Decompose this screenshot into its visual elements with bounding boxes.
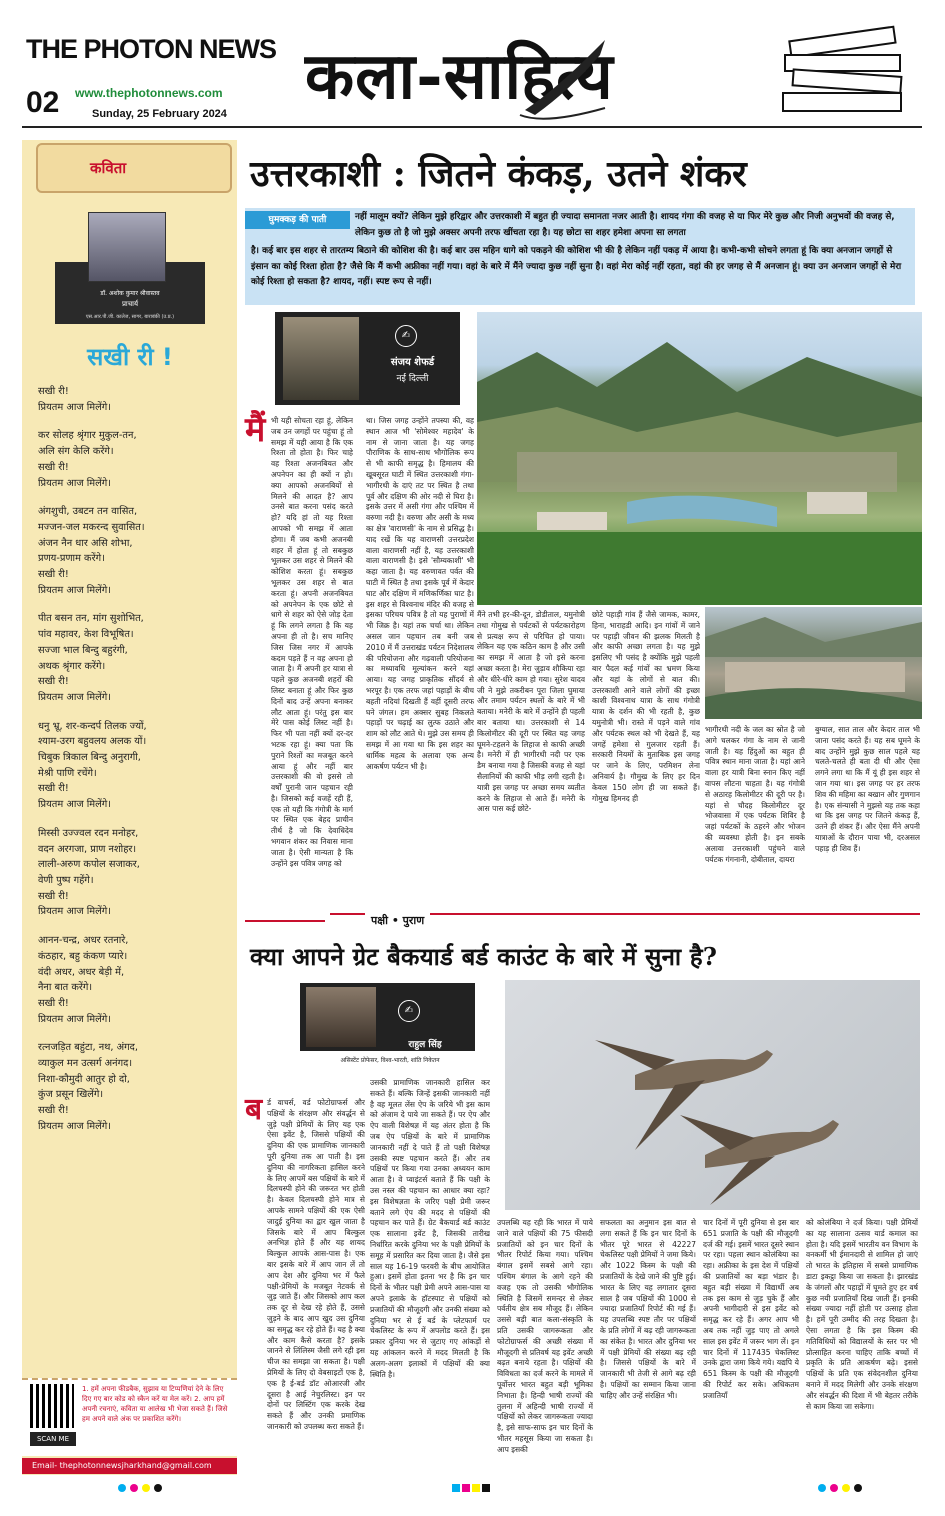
town-aerial-photo xyxy=(705,607,922,719)
article-column: छोटे पहाड़ी गांव हैं जैसे जामक, कामर, हिना, भाराहडी आदि। इन गांवों में जाने पर पहाड़ी जीवन की झलक मिलती है और काफी अच्छा लगता है। यह मुझे इसलिए भी पसंद है क्योंकि मुझे पहली बार पैदल कई गांवों का भ्रमण किया और यहां के लोगों से बात की। उत्तरकाशी आने वाले लोगों की इच्छा काशी विश्वनाथ यात्रा के साथ गंगोत्री यात्रा के दर्शन की भी रहती है, कुछ यमुनोत्री भी। रास्ते में पड़ने वाले गांव और पर्यटक स्थल को भी देखते हैं, यह जगहें हमेशा से गुलजार रहती हैं। सरकारी नियमों के मुताबिक इस जगह पर जाने के लिए, परमिशन लेना अनिवार्य है। गौमुख के लिए हर दिन केवल 150 लोग ही जा सकते हैं। गोमुख हिमनद ही xyxy=(592,610,700,803)
author-role: असिस्टेंट प्रोफेसर, विश्व-भारती, शांति निकेतन xyxy=(340,1057,440,1064)
article-column: था। जिस जगह उन्होंने तपस्या की, वह स्थान आज भी 'सोमेश्वर महादेव' के नाम से जाना जाता है। यह जगह पौराणिक के साथ-साथ भौगोलिक रूप से भी काफी समृद्ध है। हिमालय की खूबसूरत घाटी में स्थित उत्तरकाशी गंगा-भागीरथी के दाएं तट पर स्थित है तथा पूर्व और दक्षिण की ओर नदी से घिरा है। इसके उत्तर में असी गंगा और पश्चिम में वरुणा नदी है। वरुणा और असी के मध्य का क्षेत्र 'वाराणसी' के नाम से प्रसिद्ध है। याद रखें कि यह वाराणसी उत्तरप्रदेश वाला वाराणसी नहीं है, यह उत्तरकाशी वाला वाराणसी है। इसे 'सौम्यकाशी' भी कहा जाता है। यह वरुणावत पर्वत की घाटी में स्थित है तथा इसके पूर्व में केदार घाट और दक्षिण में मणिकर्णिका घाट है। इस शहर से विश्वनाथ मंदिर की वजह से इसका परिचय पवित्र है तो यह पुराणों में भी जिक्र है। यहां तक चर्चा था। लेकिन असल जान पहचान तब बनी जब 2010 में मैं उत्तराखंड पर्यटन निदेशालय की परियोजना और गढ़वाली परियोजना का मध्यावधि मूल्यांकन करने यहां आया। यह जगह प्राकृतिक सौंदर्य से भरपूर है। एक तरफ जहां पहाड़ों के बीच बहती नदियां दिखती हैं वहीं दूसरी तरफ घने जंगल। हम अक्सर सुबह निकलते पहाड़ों पर चढ़ाई का लुत्फ उठाते और शाम को लौट आते थे। मुझे उस समय ही समझ में आ गया था कि इस शहर का धार्मिक महत्व के अलावा एक अन्य आकर्षण पर्यटन भी है। xyxy=(366,416,474,771)
issue-date: Sunday, 25 February 2024 xyxy=(92,108,227,120)
uttarkashi-valley-photo xyxy=(477,312,922,605)
poem-body xyxy=(38,384,228,1148)
bird-headline: क्या आपने ग्रेट बैकयार्ड बर्ड काउंट के बारे में सुना है? xyxy=(250,942,718,971)
poem-line: रत्नजड़ित बहुंटा, नथ, अंगद, xyxy=(38,1042,138,1054)
author-photo xyxy=(306,987,376,1047)
author-city: नई दिल्ली xyxy=(396,374,429,384)
poem-line: अंगशुची, उबटन तन वासित, xyxy=(38,506,138,518)
article-column: मैंने तभी हर-की-दून, डोडीताल, यमुनोत्री तथा गोमुख से पर्यटकों से पर्यटकारोहण से प्रत्यक्ष रूप से परिचित हो पाया। लेकिन यह एक कठिन काम है और उसी का समझ में आता है जो इसे करना अच्छा करता है। मेरा जुड़ाव शौकिया रहा और धीरे-धीरे काम हो गया। सुरेश यादव जी ने मुझे तकरीबन पूरा जिला घुमाया और तमाम पर्यटन स्थलों के बारे में भी बताया। मनेरी के बारे में उन्होंने ही पहली बार बताया था। उत्तरकाशी से 14 किलोमीटर की दूरी पर स्थित यह जगह घूमने-टहलने के लिहाज से काफी अच्छी है। मनेरी में ही भागीरथी नदी पर एक डैम बनाया गया है जिसकी वजह से यहां सैलानियों की काफी भीड़ लगी रहती है। यात्री इस जगह पर अच्छा समय व्यतीत करने के लिहाज से आते हैं। मनेरी के आस पास कई छोटे- xyxy=(477,610,585,814)
pen-icon: ✍ xyxy=(395,325,417,347)
article-column: सफलता का अनुमान इस बात से लगा सकते हैं कि इन चार दिनों के भीतर पूरे भारत से 42227 चेकलिस्ट पक्षी प्रेमियों ने जमा किये। और 1022 किस्म के पक्षी की प्रजातियों के देखे जाने की पुष्टि हुई। भारत के लिए यह लगातार दूसरा साल है जब पक्षियों की 1000 से ज्यादा प्रजातियाँ रिपोर्ट की गई हैं। यह उपलब्धि स्पष्ट तौर पर पक्षियों के प्रति लोगों में बढ़ रही जागरूकता का संकेत है। भारत और दुनिया भर में पक्षी प्रेमियों की संख्या बढ़ रही है। जिससे पक्षियों के बारे में जानकारी भी तेजी से आगे बढ़ रही है। पक्षियों का सम्मान किया जाना चाहिए और उन्हें संरक्षित भी। xyxy=(600,1218,696,1400)
poem-line: सखी री! xyxy=(38,676,69,688)
poem-line: प्रियतम आज मिलेंगे। xyxy=(38,477,112,489)
poem-line: आनन-चन्द्र, अधर रतनारे, xyxy=(38,935,129,947)
poem-line: धनु भ्रू, शर-कन्दर्प तिलक ज्यों, xyxy=(38,720,147,732)
geese-photo xyxy=(505,980,920,1210)
poem-line: सखी री! xyxy=(38,1105,69,1117)
article-column: उपलब्धि यह रही कि भारत में पाये जाने वाले पक्षियों की 75 फीसदी प्रजातियों को इन चार दिनों के भीतर रिपोर्ट किया गया। पश्चिम बंगाल इसमें सबसे आगे रहा। पश्चिम बंगाल के आगे रहने की वजह एक तो उसकी भौगोलिक स्थिति है जिसमें समन्दर से लेकर पर्वतीय क्षेत्र सब मौजूद हैं। लेकिन उससे बड़ी बात कला-संस्कृति के प्रति उसकी जागरूकता और फोटोग्राफर्स की अच्छी संख्या में मौजूदगी से प्रतिवर्ष यह इवेंट अच्छी बढ़त बनाये रहता है। पक्षियों की विविधता का दर्ज करने के मामले में पूर्वोत्तर भारत बहुत बड़ी भूमिका निभाता है। हिन्दी भाषी राज्यों की तुलना में अहिन्दी भाषी राज्यों में पक्षियों को लेकर जागरूकता ज्यादा है, इसे साफ-साफ इन चार दिनों के भीतर महसूस किया जा सकता है। आप इसकी xyxy=(497,1218,593,1454)
poem-line: सखी री! xyxy=(38,569,69,581)
article-column: को कोलंबिया ने दर्ज किया। पक्षी प्रेमियों का यह सालाना उत्सव यार्ड कमाल का होता है। यदि इसमें भारतीय वन विभाग के वनकर्मी भी ईमानदारी से शामिल हो जाएं तो भारत के इतिहास में सबसे प्रामाणिक डाटा इकट्ठा किया जा सकता है। झारखंड के जंगलों और पहाड़ों में घूमते हुए हर वर्ष कुछ नयी प्रजातियाँ दिख जाती हैं। इनकी संख्या ज्यादा नहीं होती पर उत्साह होता है। हमें पूरी उम्मीद की तरह दिखता है। ऐसा लगता है कि इस किस्म की गतिविधियों को विद्यालयों के स्तर पर भी प्रोत्साहित करना चाहिए ताकि बच्चों में प्रकृति के प्रति आकर्षण बढ़े। इससे पक्षियों के प्रति एक संवेदनशील दुनिया बनाने में मदद मिलेगी और उनके संरक्षण और संवर्द्धन की दिशा में भी बेहतर तरीके से काम किया जा सकेगा। xyxy=(806,1218,918,1411)
travel-intro-continued: है। कई बार इस शहर से तारतम्य बिठाने की कोशिश की है। कई बार उस महिन धागे को पकड़ने की कोशिश भी की है लेकिन नहीं पकड़ में आया है। कभी-कभी सोचने लगता हूं कि क्या अनजान जगहों से इंसान का कोई रिश्ता होता है? जैसे कि मैं कभी अफ्रीका नहीं गया। वहां के बारे में मैंने ज्यादा कुछ नहीं सुना है। वहां मेरा कोई नहीं रहता, वहां की हर जगह से मैं अनजान हूं। क्या उन अनजान जगहों से मेरा कोई रिश्ता हो सकता है? शायद, नहीं। स्पष्ट रूप से नहीं। xyxy=(251,246,902,288)
section-title: कला-साहित्य xyxy=(305,39,614,114)
poem-line: प्रणय-प्रणाम करेंगे। xyxy=(38,553,105,565)
poem-line: कर सोलह श्रृंगार मुकुल-तन, xyxy=(38,430,137,442)
article-column: उसकी प्रामाणिक जानकारी हासिल कर सकते हैं। बल्कि जिन्हें इसकी जानकारी नहीं है वह मूलत लेंस ऐप के जरिये भी इस काम को अंजाम दे पाये जा सकते हैं। पर ऐप और ऐप वाली विशेषज्ञ में यह अंतर होता है कि जब ऐप पक्षियों के बारे में प्रामाणिक जानकारी नहीं दे पाते हैं तो पक्षी विशेषज्ञ उसकी स्पष्ट पहचान करते हैं। और तब पक्षियों पर किया गया उनका अध्ययन काम आता है। वे प्वाइंटर्स बताते हैं कि पक्षी के उस नस्ल की पहचान का आधार क्या रहा? इस विशेषज्ञता के जरिए पक्षी प्रेमी जरूर बताने लगे ऐप की मदद से पक्षियों की पहचान कर पाते हैं। ग्रेट बैकयार्ड बर्ड काउंट एक सालाना इवेंट है, जिसकी तारीख निर्धारित करके दुनिया भर के पक्षी प्रेमियों के समूह में प्रसारित कर दिया जाता है। जैसे इस साल यह 16-19 फरवरी के बीच आयोजित हुआ। इसमें होता इतना भर है कि इन चार दिनों के भीतर पक्षी प्रेमी अपने आस-पास या अपने इलाके के हॉटस्पाट से पक्षियों को प्रजातियों की मौजूदगी और उनकी संख्या को दुनिया भर से ई बर्ड के प्लेटफार्म पर चेकलिस्ट के रूप में अपलोड करते हैं। इस प्रकार दुनिया भर से जुटाए गए आंकड़ों से यह आंकलन करने में मदद मिलती है कि अलग-अलग इलाकों में पक्षियों की क्या स्थिति है। xyxy=(370,1078,490,1379)
poem-line: प्रियतम आज मिलेंगे। xyxy=(38,1013,112,1025)
poetry-label: कविता xyxy=(90,159,127,177)
poem-line: वेणी पुष्प गहेंगे। xyxy=(38,874,94,886)
author-name: राहुल सिंह xyxy=(408,1040,442,1050)
poem-line: मेश्री पाणि रचेंगे। xyxy=(38,767,97,779)
website-url[interactable]: www.thephotonnews.com xyxy=(75,86,223,100)
poem-stanza xyxy=(38,384,228,415)
poem-line: अथक श्रृंगार करेंगे। xyxy=(38,660,106,672)
poem-line: श्याम-उरग बहुवलय अलक यों। xyxy=(38,736,147,748)
poem-line: प्रियतम आज मिलेंगे। xyxy=(38,799,112,811)
town-illustration xyxy=(705,607,922,719)
poem-line: कंठहार, बहु कंकण प्यारे। xyxy=(38,950,128,962)
fountain-pen-icon xyxy=(515,30,615,120)
poem-line: पीत बसन तन, मांग सुशोभित, xyxy=(38,613,144,625)
poem-line: कुंज प्रसून खिलेंगे। xyxy=(38,1089,104,1101)
valley-illustration xyxy=(477,312,922,605)
poem-line: वदन अरगजा, प्राण नशोहर। xyxy=(38,843,137,855)
article-column: चार दिनों में पूरी दुनिया से इस बार 651 प्रजाति के पक्षी की मौजूदगी दर्ज की गई। इसमें भारत दूसरे स्थान पर रहा। पहला स्थान कोलंबिया का रहा। अफ्रीका के इस देश में पक्षियों की प्रजातियों का बड़ा भंडार है। बहुत बड़ी संख्या में विद्यार्थी अब तक इस काम से जुड़ चुके हैं और अपनी भागीदारी से इस इवेंट को समृद्ध कर रहे हैं। अगर आप भी अब तक नहीं जुड़ पाए तो अगले साल इस इवेंट में जरूर भाग लें। इन चार दिनों में 117435 चेकलिस्ट उनके द्वारा जमा किये गये। यद्यपि ये 651 किस्म के पक्षी की मौजूदगी की रिपोर्ट कर सके। अधिकतम प्रजातियाँ xyxy=(703,1218,799,1400)
poem-line: प्रियतम आज मिलेंगे। xyxy=(38,584,112,596)
poem-line: चिबुक त्रिकाल बिन्दु अनुरागी, xyxy=(38,752,141,764)
poem-line: प्रियतम आज मिलेंगे। xyxy=(38,1120,112,1132)
poem-line: मज्जन-जल मकरन्द सुवासित। xyxy=(38,521,145,533)
poem-stanza xyxy=(38,933,228,1027)
poem-line: प्रियतम आज मिलेंगे। xyxy=(38,401,112,413)
poem-stanza xyxy=(38,826,228,920)
poem-line: अलि संग केलि करेंगे। xyxy=(38,446,114,458)
poem-line: निशा-कौमुदी आतुर हो दो, xyxy=(38,1073,130,1085)
article-column: र्ड वाचर्स, वर्ड फोटोग्राफर्स और पक्षियों के संरक्षण और संवर्द्धन से जुड़े पक्षी प्रेमियों के लिए यह एक ऐसा इवेंट है, जिससे पक्षियों की दुनिया की एक प्रामाणिक जानकारी पूरी दुनिया तक आ पाती है। इस दुनिया की नागरिकता हासिल करने के लिए आपमें बस पक्षियों के बारे में दिलचस्पी होने की जरूरत भर होती है। केवल दिलचस्पी होने मात्र से आपके सामने पक्षियों की एक ऐसी जादुई दुनिया का द्वार खुल जाता है जिसके बारे में आप बिल्कुल अनभिज्ञ होते हैं और यह शायद बिल्कुल आपके आस-पास है। एक बार इसके बारे में आप जान लें तो आप देश और दुनिया भर में फैले पक्षी-प्रेमियों के मजबूत नेटवर्क से जुड़ जाते हैं। और जिसको आप कल तक दूर से देख रहे होते हैं, उससे जुड़ने के बाद आप खुद उस दुनिया का समृद्ध कर रहे होते हैं। यह है क्या और काम कैसे करता है? इसके जानने से लिंलिस्म जैसी लगे रही इस चीज का समझा जा सकता है। पक्षी प्रेमियों के लिए दो वेबसाइटों एक है, एक है ई-बर्ड डॉट ओआरजी और दूसरा है आई नेचुरलिस्ट। इन पर दोनों पर लिस्टिंग एक करके देख सकते हैं और उनकी प्रमाणिक जानकारी को उपलब्ध करा सकते हैं। xyxy=(267,1098,365,1431)
poem-line: सखी री! xyxy=(38,997,69,1009)
poem-line: सज्जा भाल बिन्दु बहुरंगी, xyxy=(38,644,128,656)
feedback-note: 1. हमें अपना फीडबैक, सुझाव या टिप्पणियां देने के लिए दिए गए बार कोड को स्कैन करें या मेल करें। 2. आप हमें अपनी रचनाएं, कविता या आलेख भी भेजा सकते हैं। जिसे हम अपने वाले अंक पर प्रकाशित करेंगे। xyxy=(82,1385,228,1423)
poem-line: सखी री! xyxy=(38,783,69,795)
poem-line: मिस्सी उज्ज्वल रदन मनोहर, xyxy=(38,827,139,839)
poem-line: प्रियतम आज मिलेंगे। xyxy=(38,691,112,703)
poem-line: सखी री! xyxy=(38,461,69,473)
newspaper-logo: THE PHOTON NEWS xyxy=(26,34,277,64)
poet-photo xyxy=(88,212,166,282)
article-column: बुग्याल, सात ताल और केदार ताल भी जाना पसंद करते हैं। यह सब घूमने के बाद उन्होंने मुझे कुछ साल पहले यह चलते-चलते ही बता दी थी और ऐसा लगने लगा था कि मैं यूं ही इस शहर से जान गया था। इस जगह पर हर तरफ शिव की महिमा का बखान और गुणगान है। एक संन्यासी ने मुझसे यह तक कहा था कि इस जगह पर जितने कंकड़ हैं, उतने ही शंकर हैं। और ऐसा मैंने अपनी यात्राओं के दौरान पाया भी, दरअसल पहाड़ ही शिव हैं। xyxy=(815,725,920,853)
page-number: 02 xyxy=(26,86,60,119)
poem-line: सखी री! xyxy=(38,386,69,397)
poem-line: पांव महावर, केश विभूषित। xyxy=(38,629,134,641)
poem-title: सखी री ! xyxy=(87,343,173,371)
travel-headline: उत्तरकाशी : जितने कंकड़, उतने शंकर xyxy=(250,153,747,195)
section-rule xyxy=(245,920,325,922)
author-photo xyxy=(283,317,359,400)
scan-me-label: SCAN ME xyxy=(30,1432,76,1446)
print-color-bar xyxy=(22,1480,922,1500)
bird-section-label: पक्षी • पुराण xyxy=(365,913,430,928)
qr-code[interactable] xyxy=(30,1384,74,1428)
books-stack-icon xyxy=(775,25,915,125)
poem-stanza xyxy=(38,1040,228,1134)
poem-line: वंदी अधर, अधर बेड़ी में, xyxy=(38,966,125,978)
poet-address: एस.आर.पी.जी. कालेज, सागर, बाराबंकी (उ.प्र.) xyxy=(85,314,175,320)
poem-stanza xyxy=(38,428,228,491)
drop-cap: ब xyxy=(245,1092,263,1127)
travel-intro: नहीं मालूम क्यों? लेकिन मुझे हरिद्वार और उत्तरकाशी में बहुत ही ज्यादा समानता नजर आती है। शायद गंगा की वजह से या फिर मेरे कुछ और निजी अनुभवों की वजह से, लेकिन कुछ तो है जो मुझे अक्सर अपनी तरफ खींचता रहा है। यह छोटा सा शहर हमेशा अपना सा लगता xyxy=(245,208,915,305)
contact-email[interactable]: Email- thephotonnewsjharkhand@gmail.com xyxy=(22,1458,237,1474)
poem-line: नैना बात करेंगे। xyxy=(38,982,93,994)
poem-stanza xyxy=(38,611,228,705)
column-tag: घुमक्कड़ की पाती xyxy=(245,211,350,229)
article-column: भागीरथी नदी के जल का स्रोत है जो आगे चलकर गंगा के नाम से जानी जाती है। यह हिंदुओं का बहुत ही पवित्र स्थान माना जाता है। यहां आने वाला हर यात्री बिना स्नान किए नहीं वापस लौटना चाहता है। यह गंगोत्री से अठारह किलोमीटर की दूरी पर है। यहां से चौदह किलोमीटर दूर भोजवासा में एक पर्यटक शिविर है जहां पर्यटकों के ठहरने और भोजन की व्यवस्था होती है। इन सबके अलावा उत्तरकाशी पहुंचने वाले पर्यटक गंगनानी, दोबीताल, दायरा xyxy=(705,725,805,864)
scroll-banner xyxy=(36,143,232,193)
geese-illustration xyxy=(505,980,920,1210)
author-name: संजय शेफर्ड xyxy=(390,357,435,368)
article-column: भी यही सोचता रहा हूं, लेकिन जब उन जगहों पर पहुंचा हूं तो समझ में यही आया है कि एक रिश्ता तो होता है। फिर चाहे वह रिश्ता अजनबियत और अपनेपन का ही क्यों न हो। क्या आपको अजनबियों से मिलने की आदत है? आप उनसे बात करना पसंद करते हो? यदि हां तो यह रिश्ता आपको भी समझ में आता होगा। मैं जब कभी अजनबी शहर में होता हूं तो सबकुछ भूलकर उस शहर से मिलने की कोशिश करता हूं। सबकुछ भूलकर उस शहर से बात करता हूं। अपनी अजनबियत को अपनेपन के एक छोटे से धागे से शहर को ऐसे जोड़ देता हूं कि लगने लगता है कि यह अपना ही तो है। सच मानिए जिस जिस नगर में आपके कदम पड़ते हैं न वह अपना हो जाता है। मैं अपनी हर यात्रा से पहले कुछ अजनबी शहरों की लिस्ट बनाता हूं और फिर कुछ दिनों बाद उन्हें अपना बनाकर लौट आता हूं। परंतु इस बार मेरे पास कोई लिस्ट नहीं है। फिर भी पता नहीं क्यों दर-दर भटक रहा हूं। क्या पता कि पुराने रिश्तों का मजबूत करने आया हूं और नहीं बार उत्तरकाशी की वो इससे तो वर्षों पुरानी जान पहचान रही है। जिसको कई वजहें रही हैं, एक तो यही कि गंगोत्री के मार्ग पर स्थित एक बेहद प्राचीन तीर्थ है जो कि देवाधिदेव भगवान शंकर का निवास माना जाता है। ऐसी मान्यता है कि उन्होंने इस पवित्र जगह को xyxy=(271,416,353,868)
poem-line: सखी री! xyxy=(38,890,69,902)
poet-name: डॉ. अशोक कुमार श्रीवास्तव xyxy=(100,290,160,297)
poem-stanza xyxy=(38,504,228,598)
poet-role: प्राचार्य xyxy=(121,300,139,308)
pen-icon: ✍ xyxy=(398,1000,420,1022)
drop-cap: मैं xyxy=(245,410,266,450)
poem-stanza xyxy=(38,719,228,813)
poem-line: लाली-अरुण कपोल सजाकर, xyxy=(38,859,140,871)
poem-line: प्रियतम आज मिलेंगे। xyxy=(38,906,112,918)
poem-line: अंजन नैन धार असि शोभा, xyxy=(38,537,133,549)
poem-line: व्याकुल मन उत्सर्ग अनंगद। xyxy=(38,1058,133,1070)
